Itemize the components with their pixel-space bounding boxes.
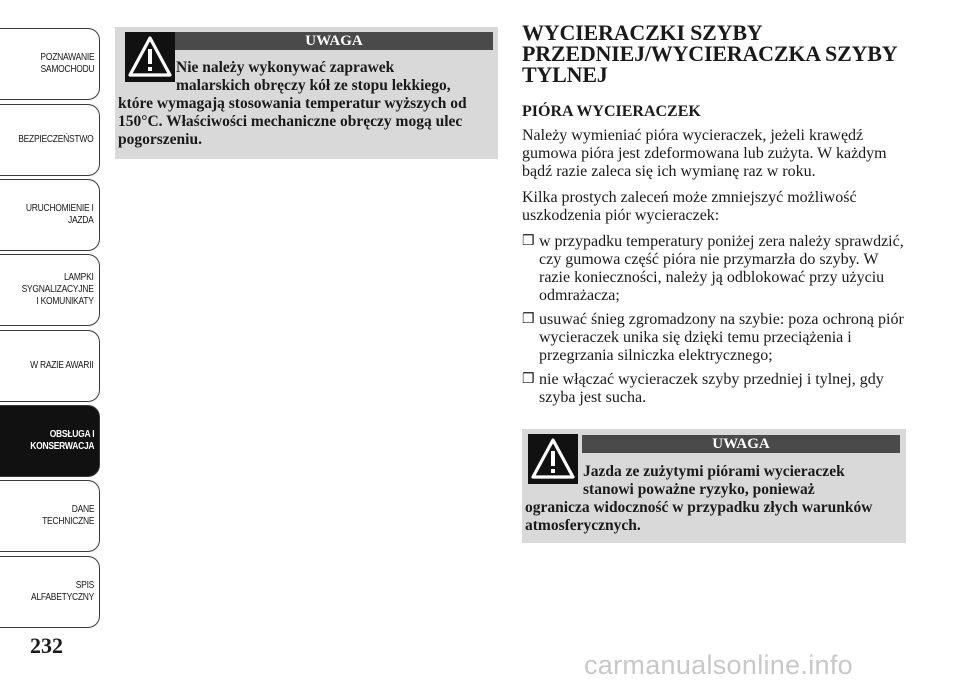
section-title: WYCIERACZKI SZYBY PRZEDNIEJ/WYCIERACZKA SZYBY TYLNEJ bbox=[522, 20, 897, 87]
tab-label: LAMPKI SYGNALIZACYJNE I KOMUNIKATY bbox=[21, 272, 94, 307]
checkbox-bullet-icon: ❒ bbox=[522, 312, 535, 327]
tab-bezpieczenstwo[interactable] bbox=[0, 104, 100, 176]
checkbox-bullet-icon: ❒ bbox=[522, 372, 535, 387]
list-item bbox=[522, 233, 907, 305]
tab-dane-techniczne[interactable] bbox=[0, 480, 100, 552]
section-subtitle: PIÓRA WYCIERACZEK bbox=[522, 103, 701, 120]
warning-box-blades bbox=[522, 429, 906, 543]
paragraph: Należy wymieniać pióra wycieraczek, jeżeli krawędź gumowa pióra jest zdeformowana lub zużyta. W każdym bądź razie zaleca się ich wymianę raz w roku. bbox=[522, 127, 887, 180]
page-number: 232 bbox=[30, 633, 63, 658]
tab-obsluga-i-konserwacja[interactable] bbox=[0, 405, 100, 477]
list-item bbox=[522, 371, 907, 407]
warning-line: stanowi poważne ryzyko, ponieważ bbox=[583, 481, 815, 498]
watermark: carmanualsonline.info bbox=[584, 650, 853, 680]
tab-label: URUCHOMIENIE I JAZDA bbox=[26, 203, 94, 226]
list-item-text: w przypadku temperatury poniżej zera należy sprawdzić, czy gumowa część pióra nie przymarzła do szyby. W razie konieczności, należy ją odblokować przy użyciu odmrażacza; bbox=[539, 233, 904, 304]
checkbox-bullet-icon: ❒ bbox=[522, 234, 535, 249]
tab-w-razie-awarii[interactable] bbox=[0, 330, 100, 402]
tab-spis-alfabetyczny[interactable] bbox=[0, 556, 100, 628]
tab-label: SPIS ALFABETYCZNY bbox=[30, 580, 94, 603]
list-item bbox=[522, 311, 907, 365]
tab-label: W RAZIE AWARII bbox=[30, 360, 94, 371]
warning-box-wheels bbox=[115, 27, 498, 159]
warning-heading: UWAGA bbox=[582, 435, 900, 453]
warning-text bbox=[118, 59, 494, 149]
list-item-text: nie włączać wycieraczek szyby przedniej i tylnej, gdy szyba jest sucha. bbox=[539, 371, 884, 406]
warning-line: Nie należy wykonywać zaprawek bbox=[176, 59, 395, 76]
list-item-text: usuwać śnieg zgromadzony na szybie: poza ochroną piór wycieraczek unika się dzięki temu przeciążenia i przegrzania silniczka elektrycznego; bbox=[539, 311, 904, 364]
tab-poznawanie-samochodu[interactable] bbox=[0, 28, 100, 100]
tab-uruchomienie-i-jazda[interactable] bbox=[0, 179, 100, 251]
section-wipers bbox=[522, 22, 907, 413]
warning-line: ogranicza widoczność w przypadku złych warunków atmosferycznych. bbox=[525, 499, 873, 534]
paragraph: Kilka prostych zaleceń może zmniejszyć możliwość uszkodzenia piór wycieraczek: bbox=[522, 189, 857, 224]
warning-line: Jazda ze zużytymi piórami wycieraczek bbox=[583, 463, 845, 480]
warning-heading: UWAGA bbox=[175, 32, 493, 50]
tab-lampki-sygnalizacyjne[interactable] bbox=[0, 254, 100, 326]
warning-line: malarskich obręczy kół ze stopu lekkiego, bbox=[176, 77, 451, 94]
tab-label: DANE TECHNICZNE bbox=[41, 504, 94, 527]
warning-line: które wymagają stosowania temperatur wyższych od 150°C. Właściwości mechaniczne obręczy mogą ulec pogorszeniu. bbox=[118, 95, 467, 148]
bullet-list bbox=[522, 233, 907, 407]
warning-text bbox=[525, 463, 901, 535]
tab-label: OBSŁUGA I KONSERWACJA bbox=[29, 429, 94, 452]
tab-label: POZNAWANIE SAMOCHODU bbox=[39, 52, 94, 75]
tab-label: BEZPIECZEŃSTWO bbox=[18, 134, 94, 145]
